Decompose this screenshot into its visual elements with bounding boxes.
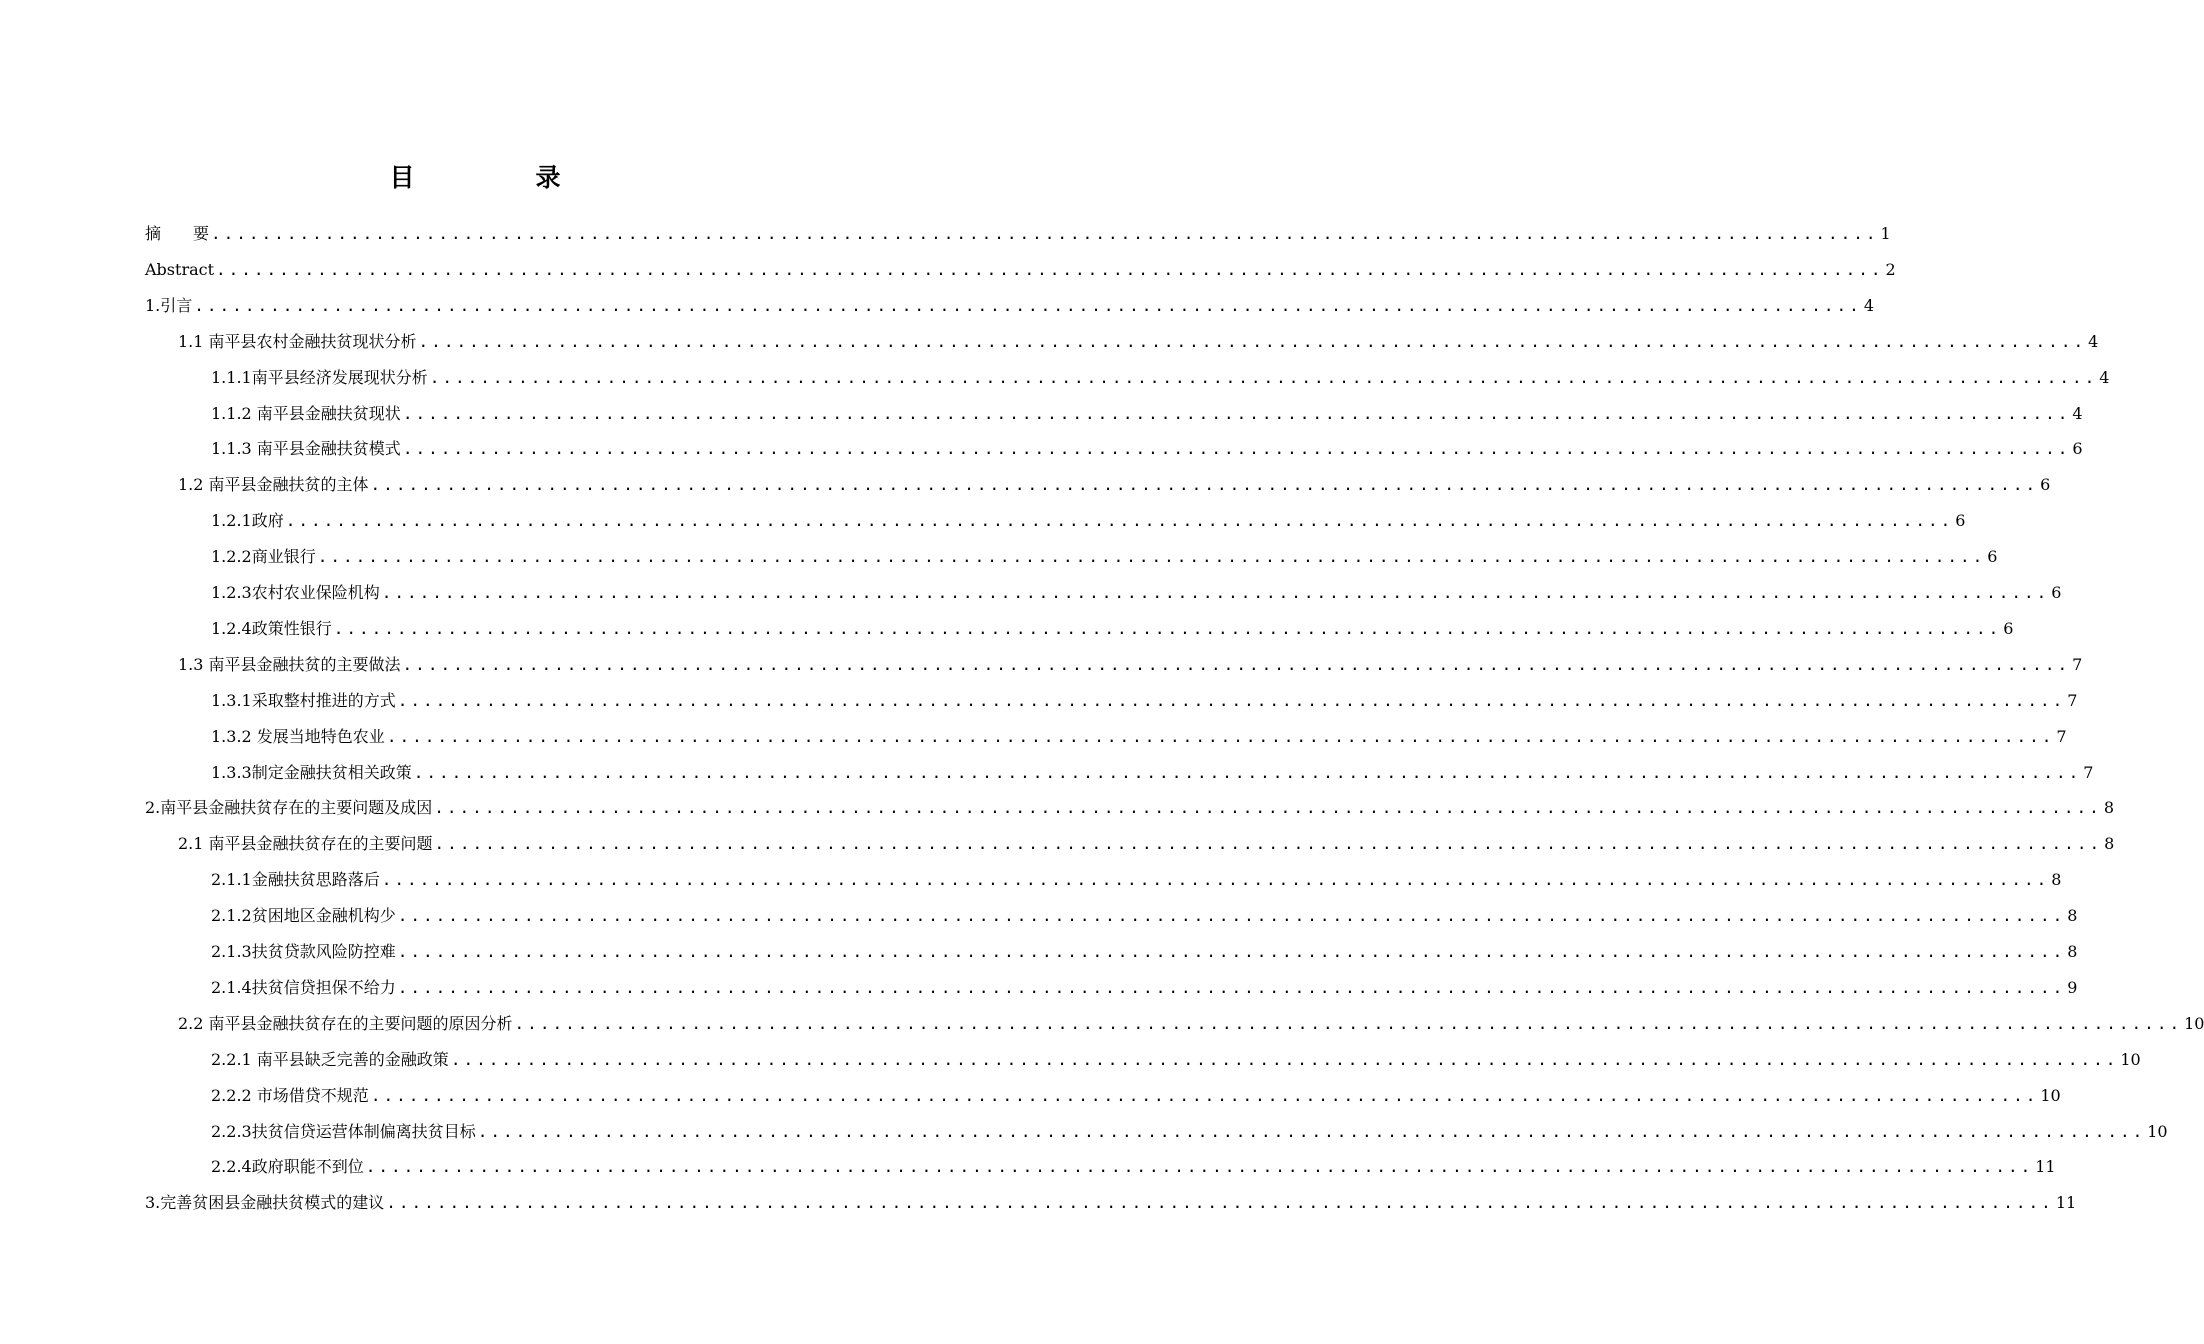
toc-page-number: 8 (2067, 942, 2078, 961)
toc-entry-label: 摘 要 (145, 224, 210, 243)
toc-entry-label: 1.1.3 南平县金融扶贫模式 (211, 439, 401, 459)
toc-entry[interactable] (211, 868, 2062, 892)
toc-page-number: 2 (1885, 259, 1896, 279)
toc-page-number: 6 (1955, 511, 1966, 531)
toc-entry-label: 2.2.4政府职能不到位 (211, 1157, 364, 1177)
toc-page-number: 7 (2067, 690, 2078, 710)
toc-entry[interactable] (211, 940, 2078, 964)
toc-entry[interactable] (211, 725, 2067, 749)
toc-entry-label: 2.1.1金融扶贫思路落后 (211, 870, 380, 890)
toc-page-number: 1 (1880, 224, 1891, 243)
toc-dot-leader: .................................................................................................................................... (434, 798, 2102, 818)
toc-entry[interactable] (145, 258, 1896, 282)
toc-page-number: 7 (2072, 654, 2083, 674)
toc-entry-label: 2.2 南平县金融扶贫存在的主要问题的原因分析 (178, 1013, 513, 1033)
toc-dot-leader: .................................................................................................................................... (285, 511, 1954, 531)
toc-entry[interactable] (211, 904, 2078, 928)
toc-page-number: 9 (2067, 977, 2078, 997)
toc-dot-leader: .................................................................................................................................... (477, 1121, 2146, 1141)
toc-page-number: 4 (2072, 403, 2083, 423)
toc-entry-label: 3.完善贫困县金融扶贫模式的建议 (145, 1193, 385, 1213)
toc-entry[interactable] (211, 366, 2110, 390)
toc-entry-label: 1.1 南平县农村金融扶贫现状分析 (178, 331, 417, 351)
toc-entry-label: 1.3 南平县金融扶贫的主要做法 (178, 654, 401, 674)
toc-entry[interactable] (211, 437, 2083, 461)
toc-dot-leader: .................................................................................................................................... (370, 1085, 2039, 1105)
toc-page-number: 8 (2103, 798, 2114, 818)
toc-dot-leader: .................................................................................................................................... (434, 834, 2103, 854)
toc-entry[interactable] (211, 1048, 2141, 1072)
toc-page-number: 8 (2051, 870, 2062, 890)
toc-page-number: 8 (2104, 834, 2115, 854)
toc-page-number: 4 (2099, 367, 2110, 387)
toc-page-number: 11 (2035, 1157, 2056, 1177)
toc-page-number: 7 (2083, 762, 2094, 782)
toc-entry[interactable] (211, 1155, 2056, 1179)
toc-entry[interactable] (178, 473, 2051, 497)
toc-dot-leader: .................................................................................................................................... (386, 726, 2055, 746)
toc-entry[interactable] (211, 545, 1998, 569)
toc-entry-label: 2.南平县金融扶贫存在的主要问题及成因 (145, 798, 433, 818)
toc-entry-label: 1.2.1政府 (211, 511, 284, 531)
toc-page-number: 10 (2040, 1085, 2061, 1105)
toc-page-number: 4 (2088, 331, 2099, 351)
toc-entry-label: 2.1.2贫困地区金融机构少 (211, 906, 396, 926)
toc-entry[interactable] (211, 761, 2094, 785)
toc-dot-leader: .................................................................................................................................... (450, 1049, 2119, 1069)
toc-entry-label: 1.1.1南平县经济发展现状分析 (211, 367, 428, 387)
toc-dot-leader: .................................................................................................................................... (370, 475, 2039, 495)
toc-entry-label: Abstract (145, 259, 215, 279)
toc-dot-leader: .................................................................................................................................... (365, 1157, 2034, 1177)
toc-dot-leader: .................................................................................................................................... (333, 618, 2002, 638)
toc-dot-leader: .................................................................................................................................... (402, 654, 2071, 674)
toc-entry[interactable] (211, 402, 2083, 426)
toc-entry[interactable] (211, 1120, 2168, 1144)
toc-page-number: 7 (2056, 726, 2067, 746)
toc-page-number: 4 (1863, 295, 1874, 315)
toc-dot-leader: .................................................................................................................................... (211, 224, 1879, 243)
toc-entry[interactable] (178, 832, 2115, 856)
toc-entry-label: 1.3.1采取整村推进的方式 (211, 690, 396, 710)
toc-page-number: 6 (1987, 547, 1998, 567)
toc-entry-label: 1.3.2 发展当地特色农业 (211, 726, 385, 746)
toc-dot-leader: .................................................................................................................................... (418, 331, 2087, 351)
toc-entry-label: 1.2.4政策性银行 (211, 618, 332, 638)
toc-entry[interactable] (211, 976, 2078, 1000)
toc-entry[interactable] (211, 617, 2014, 641)
toc-entry[interactable] (211, 509, 1966, 533)
toc-entry-label: 1.1.2 南平县金融扶贫现状 (211, 403, 401, 423)
toc-page-number: 6 (2040, 475, 2051, 495)
toc-entry[interactable] (211, 581, 2062, 605)
toc-entry-label: 2.1.3扶贫贷款风险防控难 (211, 942, 396, 961)
toc-entry-label: 1.2.2商业银行 (211, 547, 316, 567)
toc-dot-leader: .................................................................................................................................... (216, 259, 1884, 279)
toc-entry[interactable] (145, 1191, 2077, 1215)
toc-entry-label: 2.2.3扶贫信贷运营体制偏离扶贫目标 (211, 1121, 476, 1141)
toc-entry[interactable] (145, 294, 1874, 318)
toc-dot-leader: .................................................................................................................................... (381, 870, 2050, 890)
toc-entry[interactable] (211, 689, 2078, 713)
toc-entry-label: 2.2.2 市场借贷不规范 (211, 1085, 369, 1105)
toc-page-number: 10 (2120, 1049, 2141, 1069)
toc-entry-label: 1.引言 (145, 295, 193, 315)
toc-page-number: 6 (2072, 439, 2083, 459)
toc-page-number: 11 (2055, 1193, 2077, 1213)
toc-entry[interactable] (145, 222, 1891, 246)
toc-entry-label: 2.1 南平县金融扶贫存在的主要问题 (178, 834, 433, 854)
toc-dot-leader: .................................................................................................................................... (386, 1193, 2054, 1213)
toc-page-number: 10 (2147, 1121, 2168, 1141)
toc-dot-leader: .................................................................................................................................... (514, 1013, 2183, 1033)
toc-dot-leader: .................................................................................................................................... (397, 906, 2066, 926)
toc-entry[interactable] (145, 796, 2114, 820)
toc-entry-label: 2.2.1 南平县缺乏完善的金融政策 (211, 1049, 449, 1069)
toc-dot-leader: .................................................................................................................................... (397, 690, 2066, 710)
toc-dot-leader: .................................................................................................................................... (381, 583, 2050, 602)
toc-dot-leader: .................................................................................................................................... (402, 439, 2071, 459)
toc-page-number: 8 (2067, 906, 2078, 926)
toc-entry-label: 1.3.3制定金融扶贫相关政策 (211, 762, 412, 782)
toc-dot-leader: .................................................................................................................................... (397, 942, 2066, 961)
toc-entry-label: 1.2.3农村农业保险机构 (211, 583, 380, 602)
toc-entry[interactable] (211, 1084, 2061, 1108)
toc-entry[interactable] (178, 1012, 2204, 1036)
toc-dot-leader: .................................................................................................................................... (413, 762, 2082, 782)
toc-entry[interactable] (178, 653, 2083, 677)
page-title: 目 录 (389, 163, 609, 192)
toc-dot-leader: .................................................................................................................................... (429, 367, 2098, 387)
toc-dot-leader: .................................................................................................................................... (194, 295, 1862, 315)
toc-dot-leader: .................................................................................................................................... (397, 977, 2066, 997)
toc-page-number: 6 (2051, 583, 2062, 602)
toc-dot-leader: .................................................................................................................................... (317, 547, 1986, 567)
toc-page-number: 6 (2003, 618, 2014, 638)
toc-page-number: 10 (2184, 1013, 2204, 1033)
toc-entry-label: 1.2 南平县金融扶贫的主体 (178, 475, 369, 495)
toc-dot-leader: .................................................................................................................................... (402, 403, 2071, 423)
toc-entry[interactable] (178, 330, 2099, 354)
toc-entry-label: 2.1.4扶贫信贷担保不给力 (211, 977, 396, 997)
